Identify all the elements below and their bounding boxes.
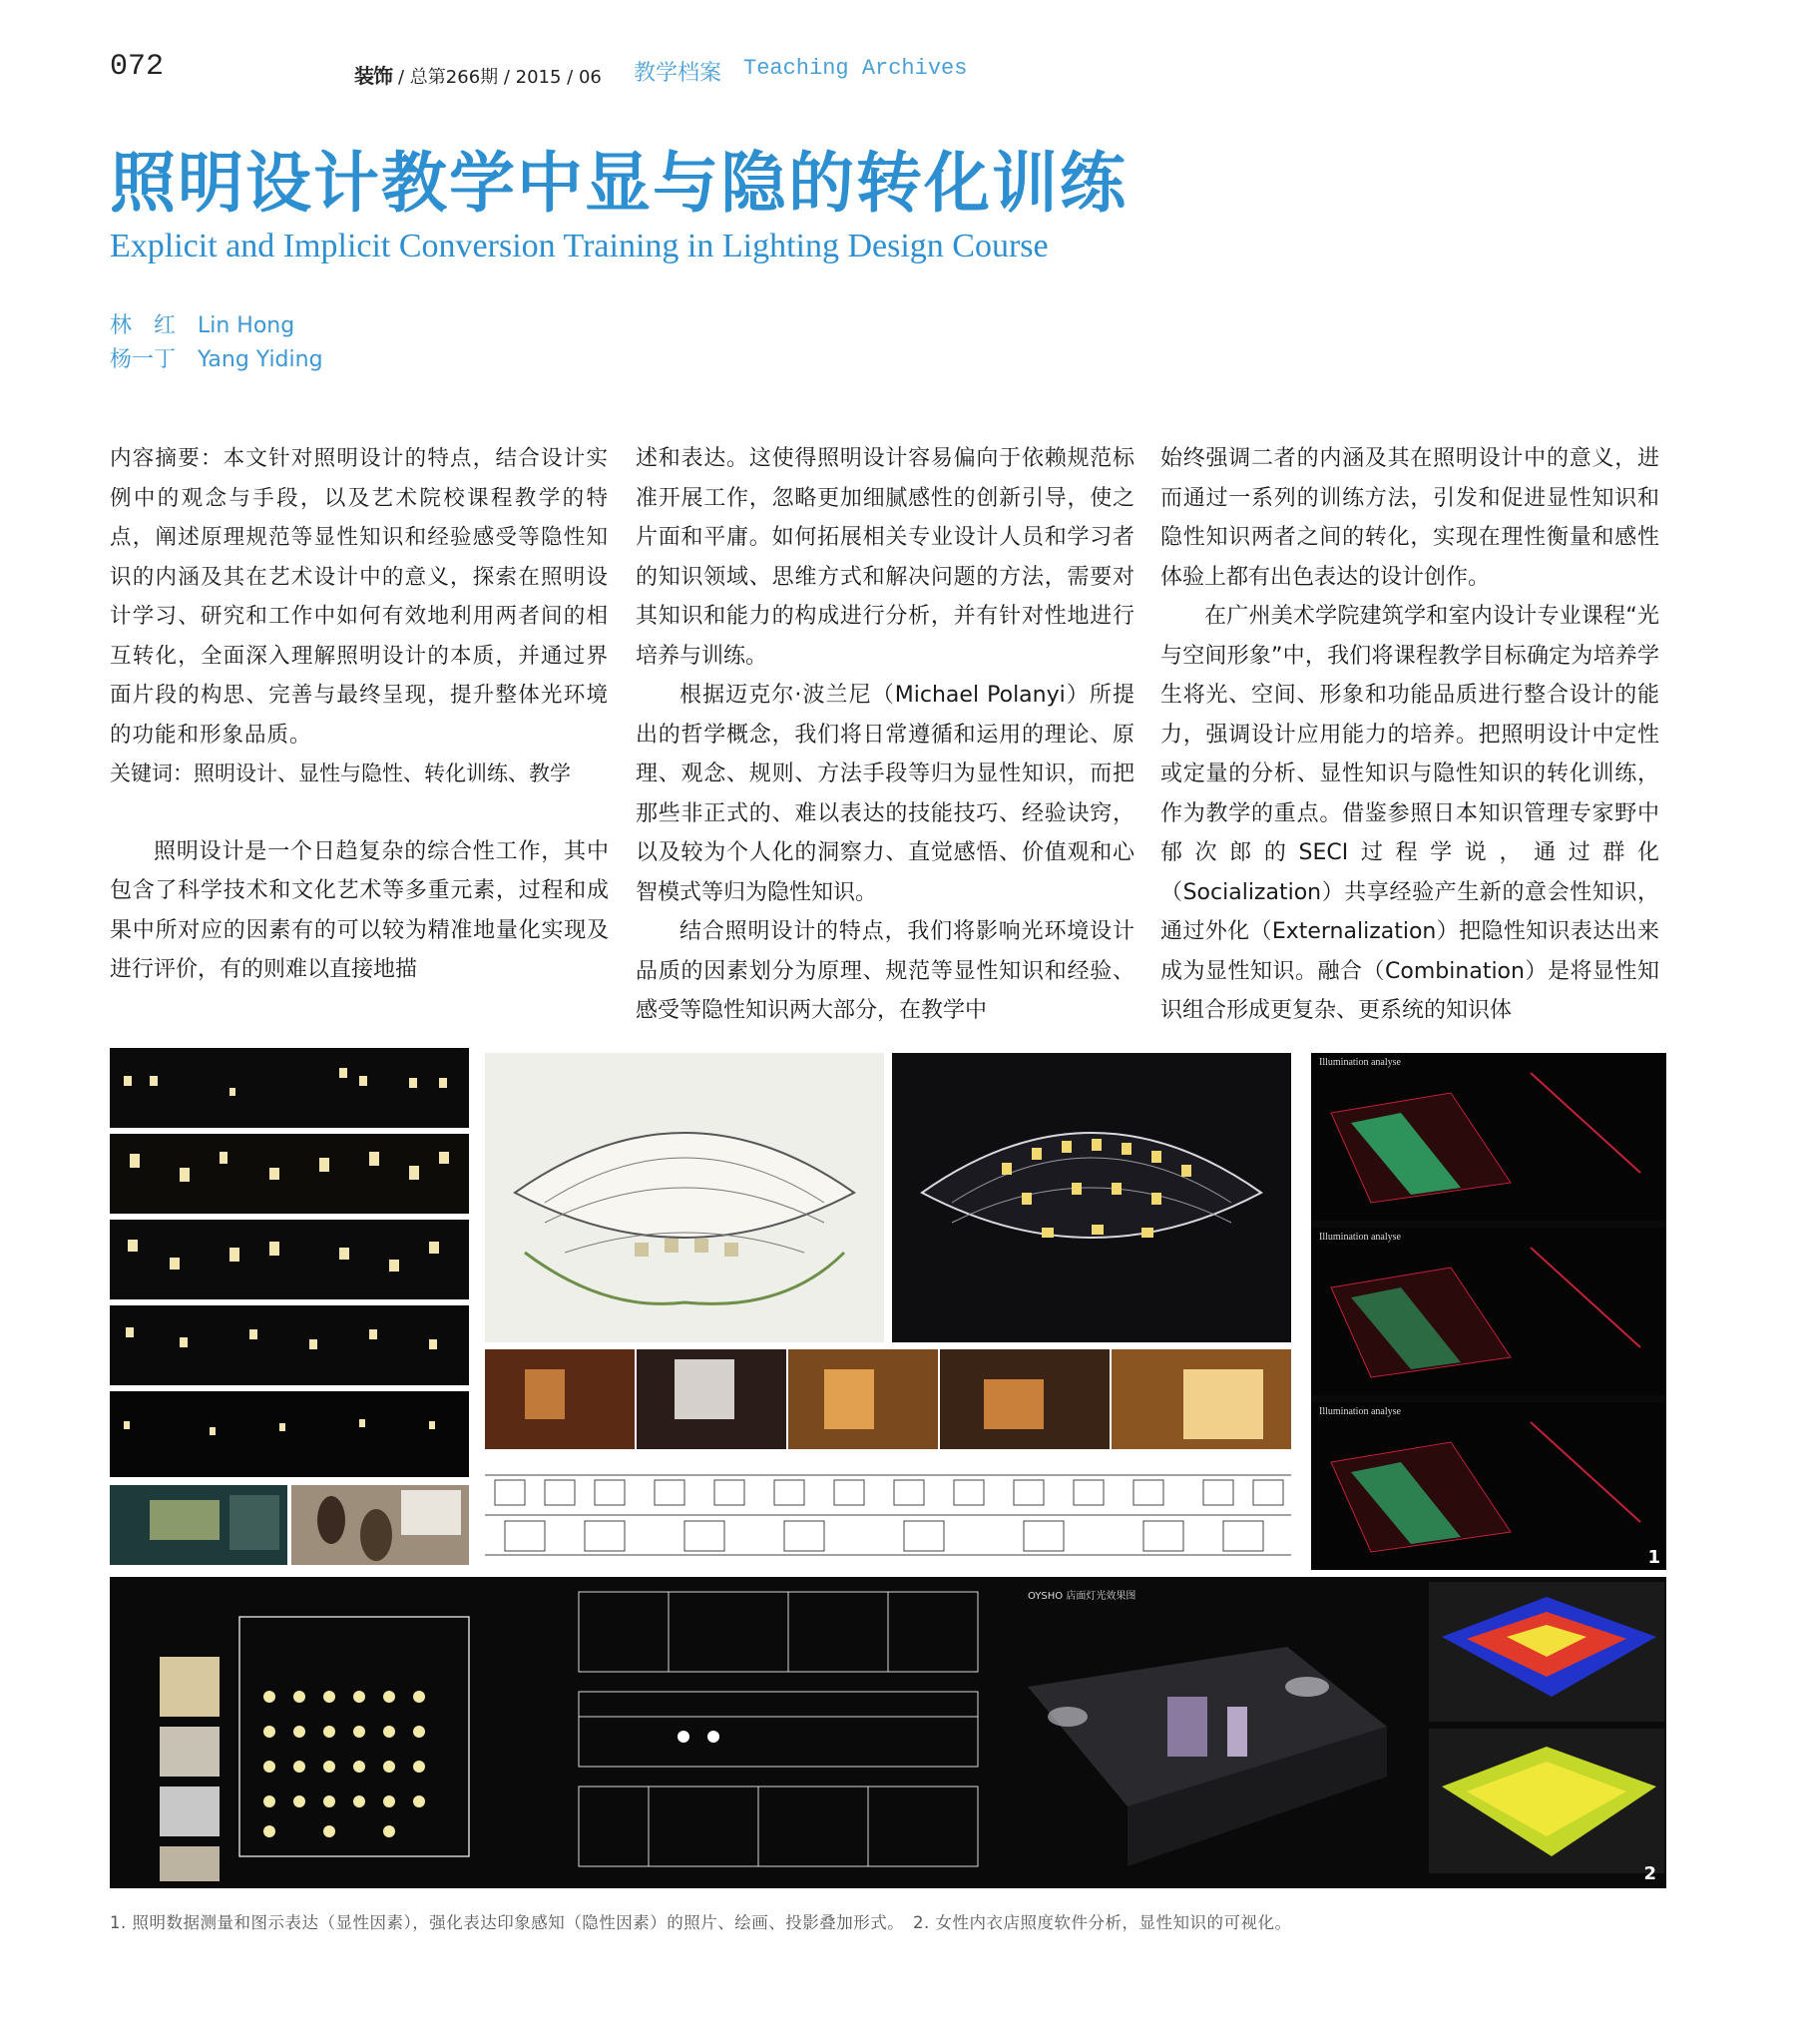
article-title-zh: 照明设计教学中显与隐的转化训练 <box>110 145 1128 222</box>
body-paragraph: 照明设计是一个日趋复杂的综合性工作，其中包含了科学技术和文化艺术等多重元素，过程和成果中所对应的因素有的可以较为精准地量化实现及进行评价，有的则难以直接地描 <box>110 838 609 982</box>
analysis-label: Illumination analyse <box>1319 1232 1401 1243</box>
page-header <box>110 50 1706 90</box>
facade-elevation-drawing <box>485 1455 1291 1570</box>
body-paragraph: 述和表达。这使得照明设计容易偏向于依赖规范标准开展工作，忽略更加细腻感性的创新引导，使之片面和平庸。如何拓展相关专业设计人员和学习者的知识领域、思维方式和解决问题的方法，需要对其知识和能力的构成进行分析，并有针对性地进行培养与训练。 <box>636 446 1134 669</box>
body-paragraph: 在广州美术学院建筑学和室内设计专业课程“光与空间形象”中，我们将课程教学目标确定为培养学生将光、空间、形象和功能品质进行整合设计的能力，强调设计应用能力的培养。把照明设计中定性或定量的分析、显性知识与隐性知识的转化训练，作为教学的重点。借鉴参照日本知识管理专家野中郁次郎的SECI过程学说，通过群化（Socialization）共享经验产生新的意会性知识，通过外化（Externalization）把隐性知识表达出来成为显性知识。融合（Combination）是将显性知识组合形成更复杂、更系统的知识体 <box>1160 604 1659 1023</box>
text-column-2 <box>636 439 1134 1031</box>
street-sketch-drawing <box>485 1053 884 1342</box>
author-2-zh: 杨一丁 <box>110 347 177 372</box>
authors <box>110 309 323 377</box>
figure-1-number: 1 <box>1647 1547 1660 1568</box>
author-1-en: Lin Hong <box>198 313 295 338</box>
street-night-drawing <box>892 1053 1291 1342</box>
figure-2-number: 2 <box>1643 1863 1656 1884</box>
body-paragraph: 结合照明设计的特点，我们将影响光环境设计品质的因素划分为原理、规范等显性知识和经验、感受等隐性知识两大部分，在教学中 <box>636 919 1134 1023</box>
classroom-projection-photo <box>110 1485 287 1565</box>
figure-caption: 1. 照明数据测量和图示表达（显性因素），强化表达印象感知（隐性因素）的照片、绘画、投影叠加形式。 2. 女性内衣店照度软件分析，显性知识的可视化。 <box>110 1913 1292 1932</box>
body-paragraph: 始终强调二者的内涵及其在照明设计中的意义，进而通过一系列的训练方法，引发和促进显性知识和隐性知识两者之间的转化，实现在理性衡量和感性体验上都有出色表达的设计创作。 <box>1160 446 1659 590</box>
article-title-en: Explicit and Implicit Conversion Training in Lighting Design Course <box>110 228 1049 264</box>
text-column-1 <box>110 439 609 990</box>
illumination-analysis-panels <box>1311 1053 1666 1570</box>
author-2 <box>110 343 323 377</box>
column-name-zh: 教学档案 <box>634 61 722 86</box>
journal-issue-text: / 总第266期 / 2015 / 06 <box>398 67 602 88</box>
abstract: 内容摘要：本文针对照明设计的特点，结合设计实例中的观念与手段，以及艺术院校课程教学的特点，阐述原理规范等显性知识和经验感受等隐性知识的内涵及其在艺术设计中的意义，探索在照明设计学习、研究和工作中如何有效地利用两者间的相互转化，全面深入理解照明设计的本质，并通过界面片段的构思、完善与最终呈现，提升整体光环境的功能和形象品质。 <box>110 446 609 748</box>
body-paragraph: 根据迈克尔·波兰尼（Michael Polanyi）所提出的哲学概念，我们将日常遵循和运用的理论、原理、观念、规则、方法手段等归为显性知识，而把那些非正式的、难以表达的技能技巧、经验诀窍，以及较为个人化的洞察力、直觉感悟、价值观和心智模式等归为隐性知识。 <box>636 683 1134 905</box>
page-number: 072 <box>110 50 165 84</box>
analysis-label: Illumination analyse <box>1319 1057 1401 1068</box>
journal-issue <box>354 60 602 89</box>
facade-night-elevations <box>110 1048 469 1477</box>
author-1-zh: 林 红 <box>110 313 177 338</box>
column-name-en: Teaching Archives <box>743 56 968 81</box>
journal-logo: 装饰 <box>354 64 392 88</box>
author-2-en: Yang Yiding <box>198 347 323 372</box>
text-column-3 <box>1160 439 1659 1031</box>
analysis-label: Illumination analyse <box>1319 1406 1401 1417</box>
street-night-photos <box>485 1349 1291 1449</box>
keywords: 关键词：照明设计、显性与隐性、转化训练、教学 <box>110 762 571 785</box>
lingerie-store-analysis <box>110 1577 1666 1888</box>
store-3d-label: OYSHO 店面灯光效果图 <box>1028 1591 1136 1602</box>
author-1 <box>110 309 323 343</box>
classroom-students-photo <box>291 1485 469 1565</box>
